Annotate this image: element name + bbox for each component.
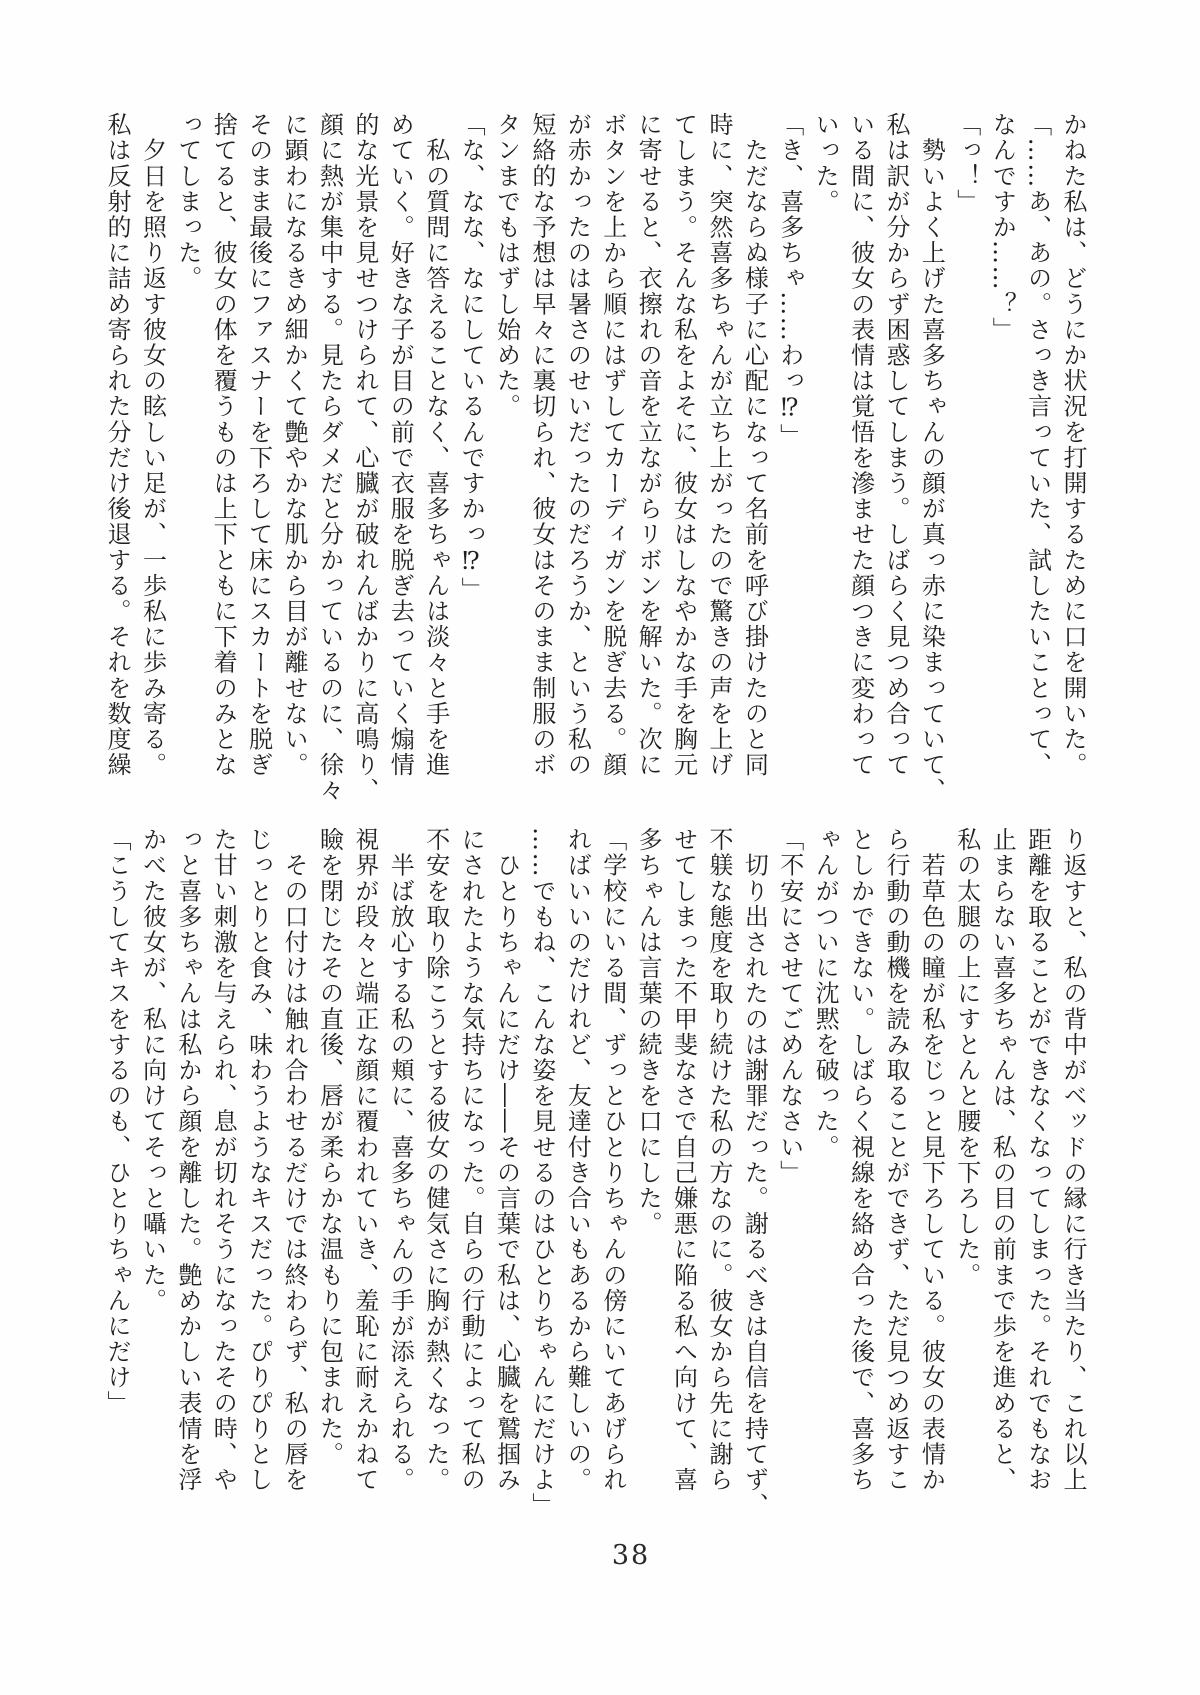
text-line: 私は訳が分からず困惑してしまう。しばらく見つめ合って	[881, 112, 910, 778]
text-line: り返すと、私の背中がベッドの縁に行き当たり、これ以上	[1059, 827, 1087, 1493]
text-line: めていく。好きな子が目の前で衣服を脱ぎ去っていく煽情	[386, 112, 415, 778]
text-line: 不安を取り除こうとする彼女の健気さに胸が熱くなった。	[421, 827, 450, 1493]
text-line: 不躾な態度を取り続けた私の方なのに。彼女から先に謝ら	[704, 827, 733, 1493]
text-line: にされたような気持ちになった。自らの行動によって私の	[457, 827, 486, 1493]
text-line: かべた彼女が、私に向けてそっと囁いた。	[138, 827, 167, 1314]
text-line: ゃんがついに沈黙を破った。	[811, 827, 840, 1160]
text-line: っと喜多ちゃんは私から顔を離した。艶めかしい表情を浮	[173, 827, 202, 1493]
text-block-bottom	[97, 827, 1090, 1522]
text-line: に顕わになるきめ細かくて艶やかな肌から目が離せない。	[280, 112, 309, 778]
text-line: 時に、突然喜多ちゃんが立ち上がったので驚きの声を上げ	[704, 112, 733, 778]
text-line: 私は反射的に詰め寄られた分だけ後退する。それを数度繰	[103, 112, 132, 778]
text-line: ら行動の動機を読み取ることができず、ただ見つめ返すこ	[881, 827, 910, 1493]
text-line: 止まらない喜多ちゃんは、私の目の前まで歩を進めると、	[988, 827, 1017, 1493]
text-line: いった。	[811, 112, 840, 215]
text-line: いる間に、彼女の表情は覚悟を滲ませた顔つきに変わって	[846, 112, 875, 778]
text-line: 「っ！」	[952, 112, 981, 215]
text-line: 「こうしてキスをするのも、ひとりちゃんにだけ」	[103, 827, 132, 1416]
text-line: せてしまった不甲斐なさで自己嫌悪に陥る私へ向けて、喜	[669, 827, 698, 1493]
text-line: ただならぬ様子に心配になって名前を呼び掛けたのと同	[740, 112, 769, 778]
text-line: が赤かったのは暑さのせいだったのだろうか、という私の	[563, 112, 592, 778]
text-line: 短絡的な予想は早々に裏切られ、彼女はそのまま制服のボ	[527, 112, 556, 778]
text-line: ひとりちゃんにだけ――その言葉で私は、心臓を鷲掴み	[492, 827, 521, 1493]
text-line: 「不安にさせてごめんなさい」	[775, 827, 804, 1186]
text-line: 視界が段々と端正な顔に覆われていき、羞恥に耐えかねて	[350, 827, 379, 1493]
text-line: ……でもね、こんな姿を見せるのはひとりちゃんにだけよ」	[527, 827, 556, 1519]
text-line: その口付けは触れ合わせるだけでは終わらず、私の唇を	[280, 827, 309, 1493]
text-line: 「き、喜多ちゃ……わっ⁉」	[775, 112, 804, 449]
text-line: 距離を取ることができなくなってしまった。それでもなお	[1023, 827, 1052, 1493]
text-line: なんですか……？」	[988, 112, 1017, 343]
text-line: じっとりと食み、味わうようなキスだった。ぴりぴりとし	[244, 827, 273, 1493]
text-block-top	[97, 112, 1090, 806]
text-line: 「……あ、あの。さっき言っていた、試したいことって、	[1023, 112, 1052, 778]
text-line: ボタンを上から順にはずしてカーディガンを脱ぎ去る。顔	[598, 112, 627, 778]
text-line: かねた私は、どうにか状況を打開するために口を開いた。	[1059, 112, 1087, 778]
text-line: 顔に熱が集中する。見たらダメだと分かっているのに、徐々	[315, 112, 344, 804]
text-line: 夕日を照り返す彼女の眩しい足が、一歩私に歩み寄る。	[138, 112, 167, 778]
text-line: 多ちゃんは言葉の続きを口にした。	[634, 827, 663, 1237]
text-line: 「学校にいる間、ずっとひとりちゃんの傍にいてあげられ	[598, 827, 627, 1493]
text-line: に寄せると、衣擦れの音を立ながらリボンを解いた。次に	[634, 112, 663, 778]
text-line: 半ば放心する私の頬に、喜多ちゃんの手が添えられる。	[386, 827, 415, 1493]
text-line: 的な光景を見せつけられて、心臓が破れんばかりに高鳴り、	[350, 112, 379, 804]
text-line: そのまま最後にファスナーを下ろして床にスカートを脱ぎ	[244, 112, 273, 778]
text-line: 私の太腿の上にすとんと腰を下ろした。	[952, 827, 981, 1288]
text-line: 瞼を閉じたその直後、唇が柔らかな温もりに包まれた。	[315, 827, 344, 1467]
page-number: 38	[611, 1540, 651, 1571]
text-line: てしまう。そんな私をよそに、彼女はしなやかな手を胸元	[669, 112, 698, 778]
text-line: ればいいのだけれど、友達付き合いもあるから難しいの。	[563, 827, 592, 1493]
text-line: タンまでもはずし始めた。	[492, 112, 521, 420]
text-line: 切り出されたのは謝罪だった。謝るべきは自信を持てず、	[740, 827, 769, 1519]
text-line: 私の質問に答えることなく、喜多ちゃんは淡々と手を進	[421, 112, 450, 778]
text-line: ってしまった。	[173, 112, 202, 292]
text-line: た甘い刺激を与えられ、息が切れそうになったその時、や	[209, 827, 238, 1493]
text-line: 勢いよく上げた喜多ちゃんの顔が真っ赤に染まっていて、	[917, 112, 946, 804]
text-line: としかできない。しばらく視線を絡め合った後で、喜多ち	[846, 827, 875, 1493]
text-line: 捨てると、彼女の体を覆うものは上下ともに下着のみとな	[209, 112, 238, 778]
text-line: 若草色の瞳が私をじっと見下ろしている。彼女の表情か	[917, 827, 946, 1493]
text-line: 「な、なな、なにしているんですかっ⁉」	[457, 112, 486, 603]
